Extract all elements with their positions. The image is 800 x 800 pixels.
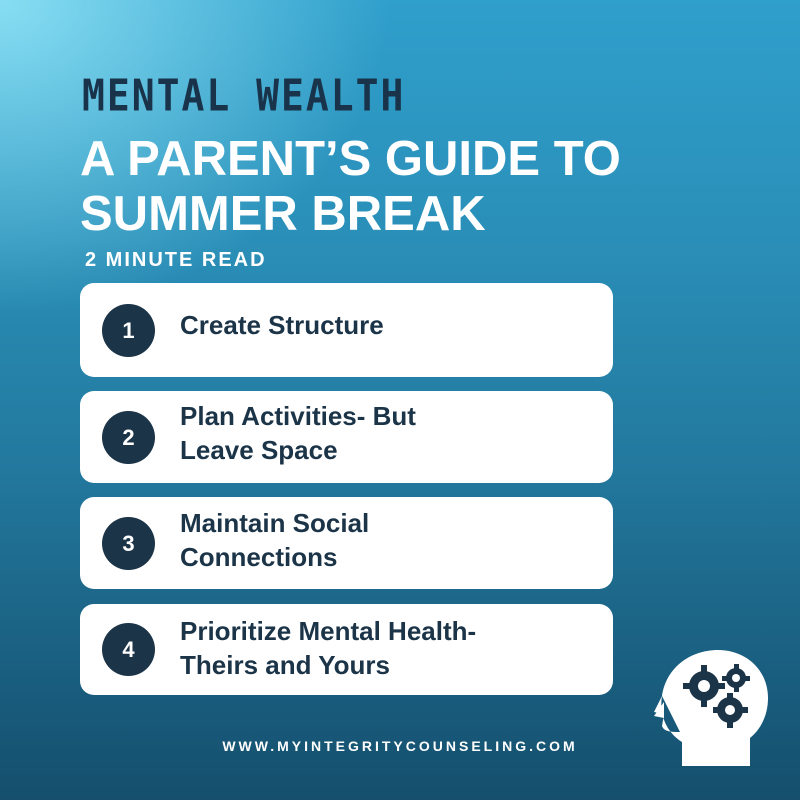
page-title <box>80 132 760 242</box>
step-number-badge: 4 <box>102 623 155 676</box>
tip-card-4 <box>80 604 613 695</box>
read-time-label: 2 MINUTE READ <box>85 249 267 271</box>
tip-card-2 <box>80 391 613 483</box>
step-number-badge: 2 <box>102 411 155 464</box>
title-line-1: A PARENT’S GUIDE TO <box>80 132 621 186</box>
tip-label: Prioritize Mental Health- Theirs and Yours <box>180 616 477 680</box>
tip-label: Maintain Social Connections <box>180 508 370 572</box>
tip-label: Create Structure <box>180 310 384 340</box>
step-number-badge: 3 <box>102 517 155 570</box>
tip-card-3 <box>80 497 613 589</box>
kicker-heading: MENTAL WEALTH <box>82 70 406 121</box>
tip-card-1 <box>80 283 613 377</box>
website-url: WWW.MYINTEGRITYCOUNSELING.COM <box>222 738 578 754</box>
step-number-badge: 1 <box>102 304 155 357</box>
title-line-2: SUMMER BREAK <box>80 187 486 241</box>
head-with-gears-icon <box>652 640 782 775</box>
tip-label: Plan Activities- But Leave Space <box>180 401 416 465</box>
